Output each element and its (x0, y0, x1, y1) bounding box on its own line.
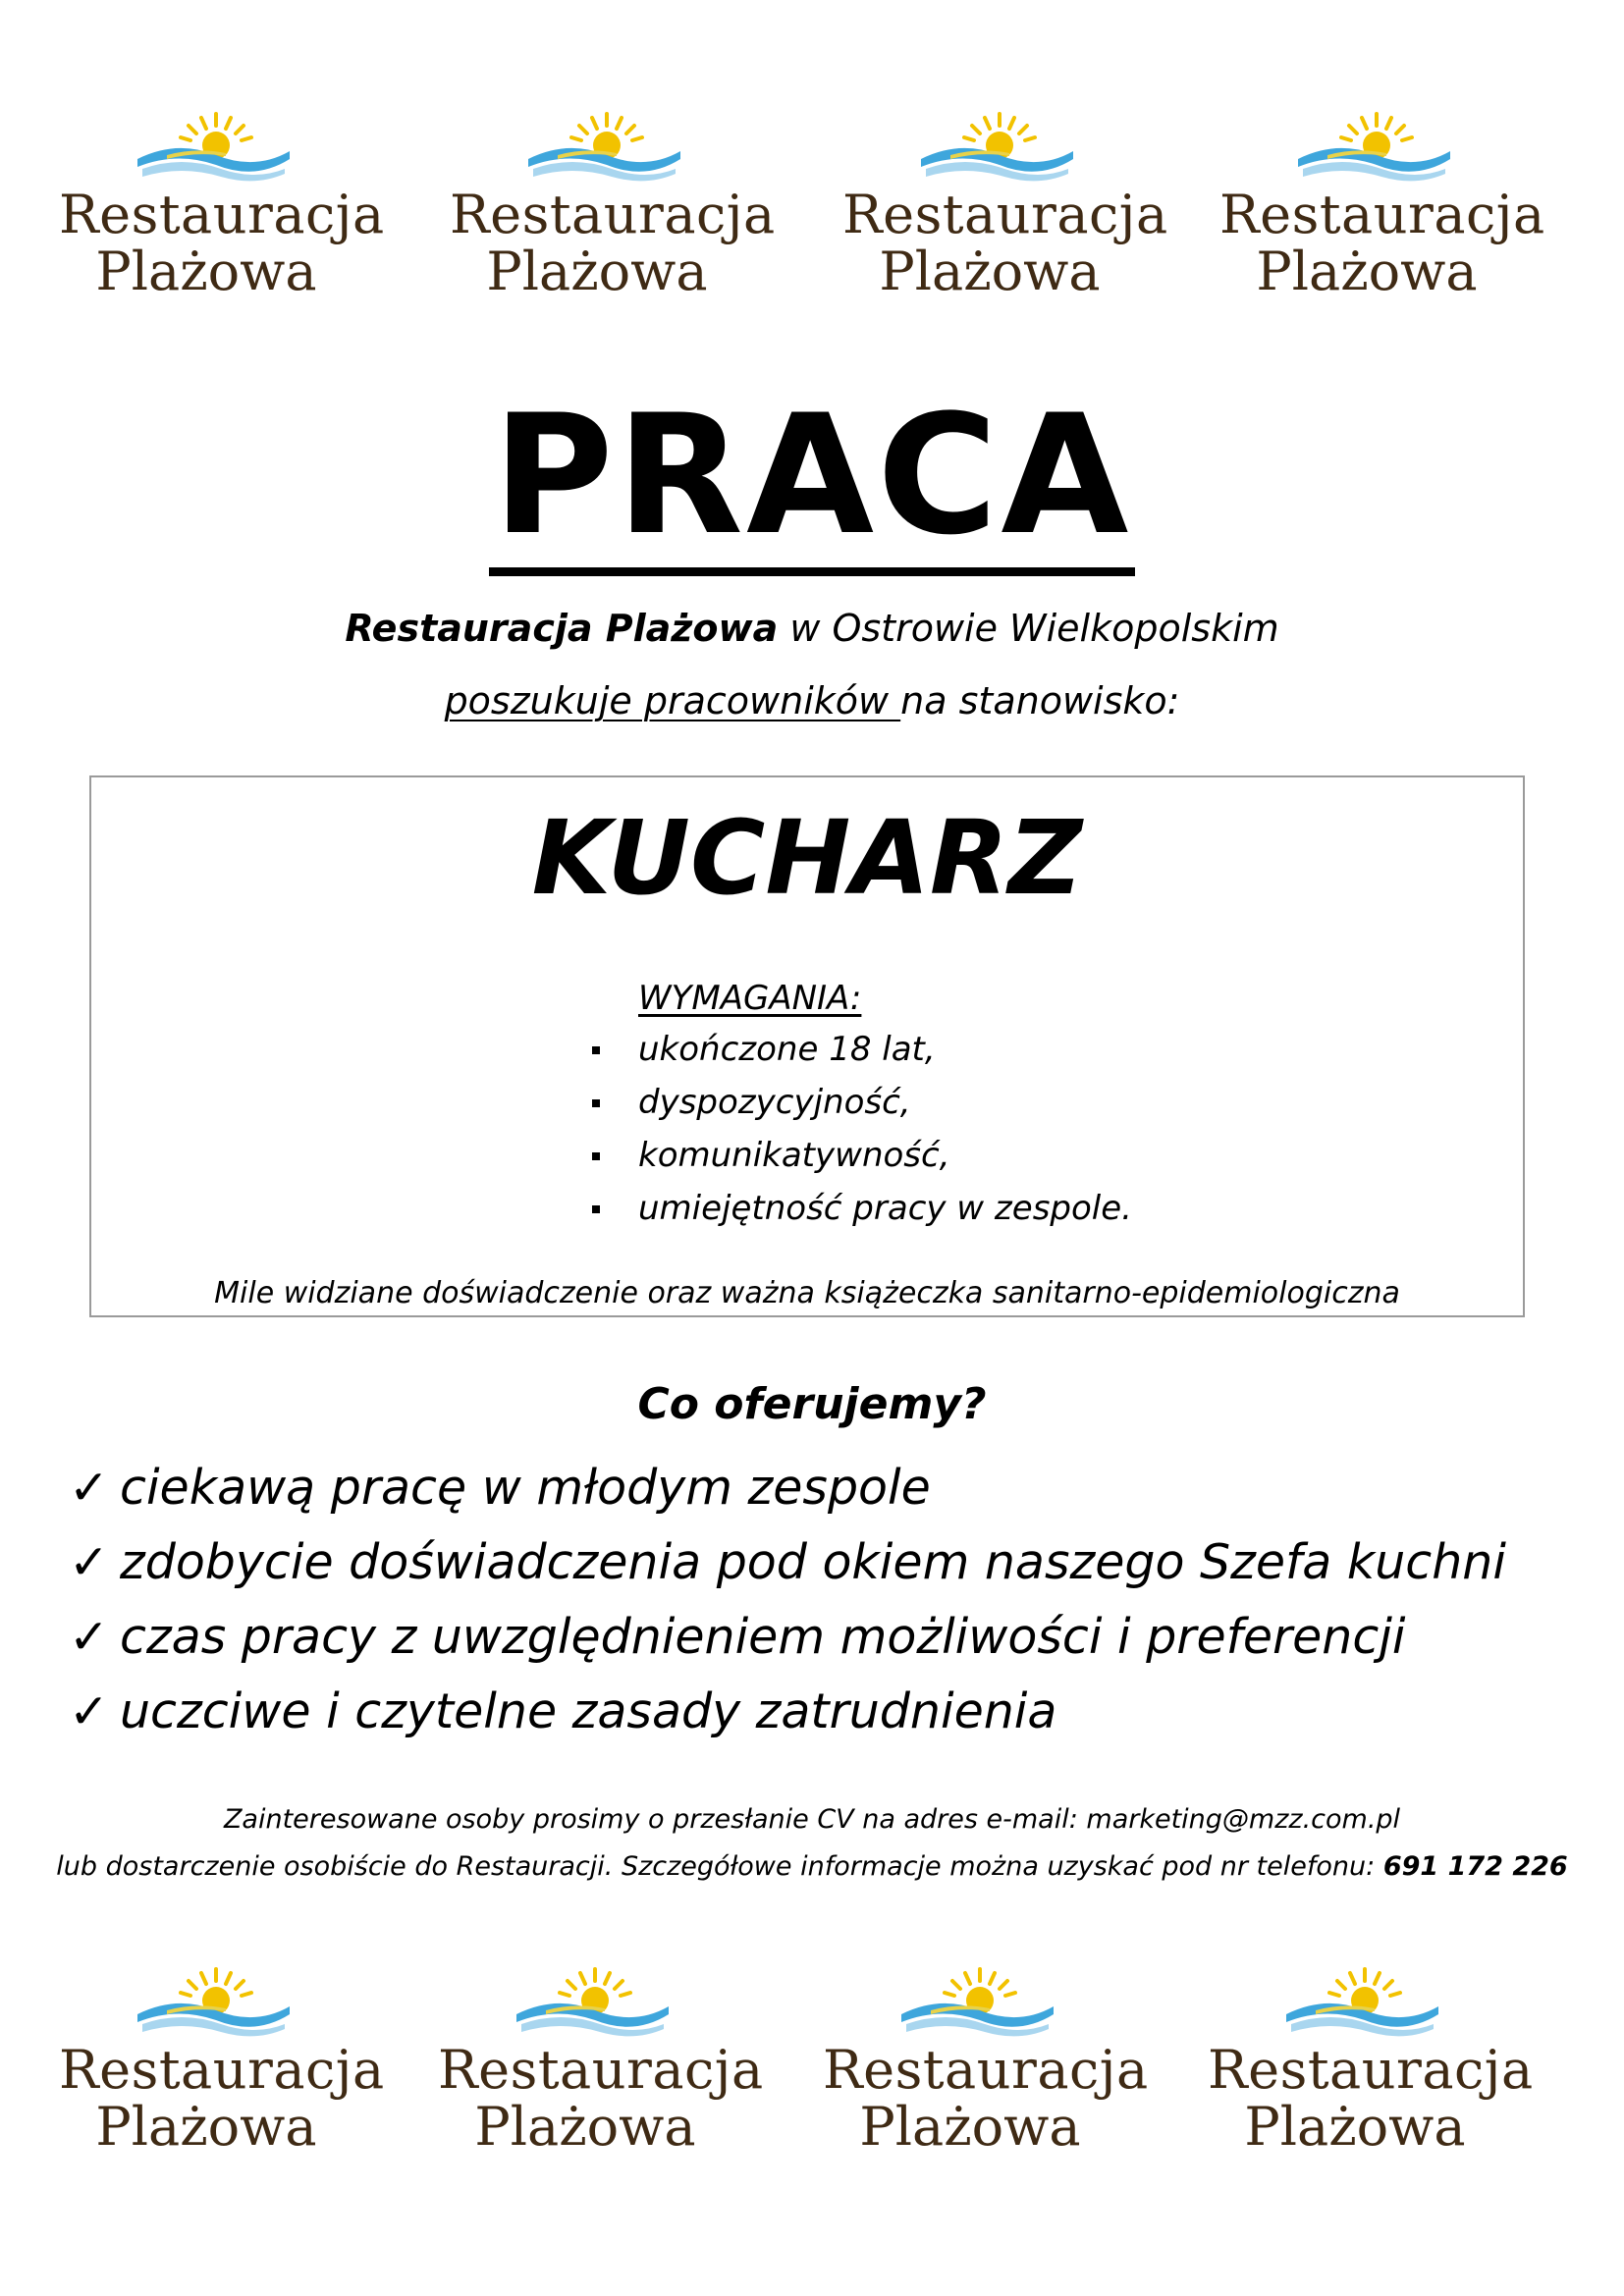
restaurant-logo (823, 1963, 1149, 2160)
logo-text-line2: Plażowa (1244, 2096, 1466, 2158)
intro-company-line (0, 607, 1624, 650)
requirements-note: Mile widziane doświadczenie oraz ważna książeczka sanitarno-epidemiologiczna (214, 1276, 1400, 1310)
list-item: ✓ czas pracy z uwzględnieniem możliwości i preferencji (69, 1600, 1506, 1675)
checkmark-icon: ✓ (69, 1683, 110, 1739)
logo-text-line1: Restauracja (1219, 184, 1545, 245)
title-text: PRACA (489, 393, 1136, 576)
sun-wave-logo-icon (118, 108, 295, 187)
sun-wave-logo-icon (497, 1963, 674, 2042)
requirements-list (592, 1023, 1132, 1235)
phone-number: 691 172 226 (1382, 1851, 1568, 1882)
contact-line1: Zainteresowane osoby prosimy o przesłanie CV na adres e-mail: marketing@mzz.com.pl (223, 1804, 1401, 1835)
seeking-underlined: poszukuje pracowników (444, 679, 901, 722)
location-text: w Ostrowie Wielkopolskim (778, 607, 1279, 650)
job-box (89, 775, 1525, 1317)
restaurant-logo (1219, 108, 1545, 304)
page-title (0, 379, 1624, 576)
restaurant-logo (1208, 1963, 1534, 2160)
sun-wave-logo-icon (882, 1963, 1058, 2042)
sun-wave-logo-icon (1278, 108, 1455, 187)
logo-text-line1: Restauracja (438, 2039, 764, 2101)
sun-wave-logo-icon (509, 108, 685, 187)
restaurant-logo (438, 1963, 764, 2160)
checkmark-icon: ✓ (69, 1609, 110, 1665)
list-item: ✓ ciekawą pracę w młodym zespole (69, 1451, 1506, 1525)
sun-wave-logo-icon (901, 108, 1078, 187)
logo-text-line1: Restauracja (450, 184, 776, 245)
logo-text-line1: Restauracja (823, 2039, 1149, 2101)
list-item: komunikatywność, (592, 1129, 1132, 1182)
list-item: ✓ zdobycie doświadczenia pod okiem naszego Szefa kuchni (69, 1525, 1506, 1600)
sun-wave-logo-icon (1267, 1963, 1443, 2042)
restaurant-logo (842, 108, 1168, 304)
restaurant-logo (59, 1963, 385, 2160)
bullet-square-icon (592, 1205, 600, 1213)
logo-text-line2: Plażowa (486, 240, 708, 302)
offer-heading: Co oferujemy? (637, 1379, 987, 1429)
logo-text-line2: Plażowa (95, 240, 317, 302)
contact-line2 (0, 1851, 1624, 1882)
list-item: dyspozycyjność, (592, 1076, 1132, 1129)
list-item: umiejętność pracy w zespole. (592, 1182, 1132, 1235)
checkmark-icon: ✓ (69, 1534, 110, 1590)
logo-text-line2: Plażowa (95, 2096, 317, 2158)
bullet-square-icon (592, 1046, 600, 1054)
logo-text-line2: Plażowa (474, 2096, 696, 2158)
bullet-square-icon (592, 1152, 600, 1160)
logo-row-bottom (0, 1963, 1624, 2179)
seeking-rest: na stanowisko: (900, 679, 1180, 722)
list-item: ✓ uczciwe i czytelne zasady zatrudnienia (69, 1675, 1506, 1749)
logo-text-line1: Restauracja (842, 184, 1168, 245)
logo-text-line2: Plażowa (859, 2096, 1081, 2158)
logo-text-line2: Plażowa (879, 240, 1101, 302)
sun-wave-logo-icon (118, 1963, 295, 2042)
list-item: ukończone 18 lat, (592, 1023, 1132, 1076)
job-title: KUCHARZ (531, 798, 1083, 918)
checkmark-icon: ✓ (69, 1460, 110, 1516)
logo-text-line1: Restauracja (59, 184, 385, 245)
contact-text: lub dostarczenie osobiście do Restauracji. Szczegółowe informacje można uzyskać pod nr telefonu: (56, 1851, 1383, 1882)
logo-text-line1: Restauracja (59, 2039, 385, 2101)
logo-text-line1: Restauracja (1208, 2039, 1534, 2101)
requirements-heading: WYMAGANIA: (638, 979, 862, 1018)
bullet-square-icon (592, 1099, 600, 1107)
restaurant-logo (59, 108, 385, 304)
logo-text-line2: Plażowa (1256, 240, 1478, 302)
restaurant-logo (450, 108, 776, 304)
company-name: Restauracja Plażowa (345, 607, 779, 650)
intro-seeking-line (0, 679, 1624, 722)
logo-row-top (0, 108, 1624, 324)
offer-list (69, 1451, 1506, 1749)
